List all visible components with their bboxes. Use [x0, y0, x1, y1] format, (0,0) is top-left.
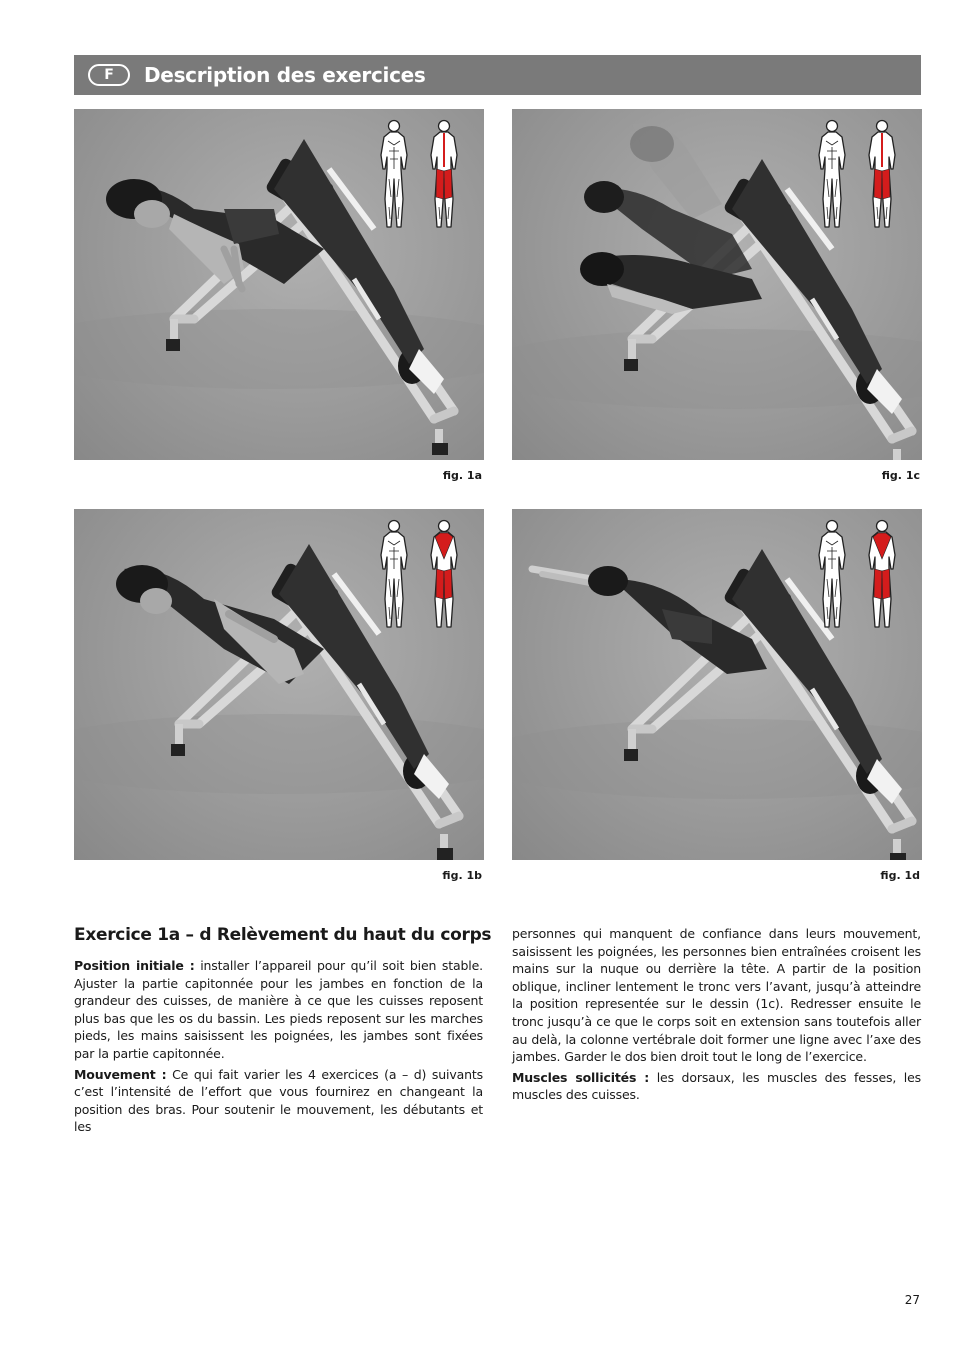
figure-1b: [74, 509, 484, 860]
text-column-left: [74, 957, 483, 1139]
page-header-bar: [74, 55, 921, 95]
position-label: Position initiale :: [74, 958, 195, 973]
human-back-icon: [869, 521, 895, 628]
muscle-map-1d: [808, 517, 908, 632]
language-badge: F: [88, 64, 130, 86]
muscles-text: les dorsaux, les muscles des fesses, les muscles des cuisses.: [512, 1069, 922, 1103]
human-back-icon: [869, 121, 895, 228]
figure-1c: [512, 109, 922, 460]
figure-caption: fig. 1d: [880, 869, 920, 882]
muscles-label: Muscles sollicités :: [512, 1069, 650, 1085]
human-front-icon: [819, 121, 845, 228]
figure-caption: fig. 1a: [442, 469, 482, 482]
muscle-map-1b: [370, 517, 470, 632]
movement-label: Mouvement :: [74, 1066, 167, 1082]
exercise-heading: Exercice 1a – d Relèvement du haut du corps: [74, 925, 492, 945]
human-front-icon: [381, 121, 407, 228]
page-number: 27: [904, 1293, 920, 1307]
human-back-icon: [431, 121, 457, 228]
figure-caption: fig. 1c: [881, 469, 920, 482]
page-title: Description des exercices: [144, 63, 426, 87]
position-paragraph: [74, 957, 483, 1063]
muscle-map-1a: [370, 117, 470, 232]
muscles-paragraph: [512, 1069, 921, 1104]
position-text: installer l’appareil pour qu’il soit bien stable. Ajuster la partie capitonnée pour les jambes en fonction de la grandeur des cuisses, de manière à ce que les cuisses reposent plus bas que les os du bassin. Les pieds reposent sur les marches pieds, les mains saisissent les poignées, les jambes sont fixées par la partie capitonnée.: [74, 958, 483, 1061]
movement-paragraph: [74, 1066, 483, 1136]
text-column-right: [512, 925, 921, 1107]
figure-1a: [74, 109, 484, 460]
figure-1d: [512, 509, 922, 860]
human-front-icon: [381, 521, 407, 628]
human-front-icon: [819, 521, 845, 628]
movement-text: Ce qui fait varier les 4 exercices (a – d) suivants c’est l’intensité de l’effort que vous fournirez en changeant la position des bras. Pour soutenir le mouvement, les débutants et les: [74, 1066, 483, 1135]
muscle-map-1c: [808, 117, 908, 232]
continued-paragraph: personnes qui manquent de confiance dans leurs mouvement, saisissent les poignées, les personnes bien entraînées croisent les mains sur la nuque ou derrière la tête. A partir de la position oblique, incliner lentement le tronc vers l’avant, jusqu’à atteindre la position representée sur le dessin (1c). Redresser ensuite le tronc jusqu’à ce que le corps soit en extension sans toutefois aller au delà, la colonne vertébrale doit former une ligne avec l’axe des jambes. Garder le dos bien droit tout le long de l’exercice.: [512, 926, 921, 1065]
human-back-icon: [431, 521, 457, 628]
figure-caption: fig. 1b: [442, 869, 482, 882]
